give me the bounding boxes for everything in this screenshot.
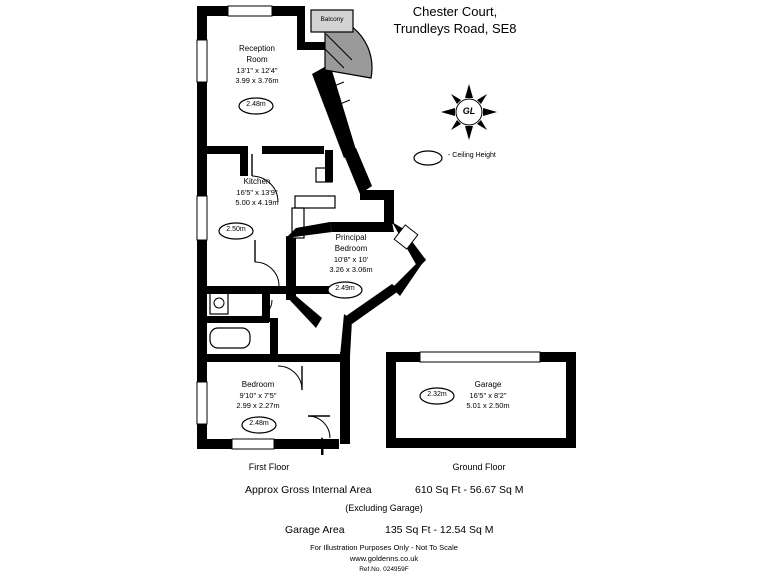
room-label-reception-room: Reception (238, 44, 276, 53)
garage-area-value: 135 Sq Ft - 12.54 Sq M (385, 524, 494, 536)
ceiling-height-bedroom: 2.48m (249, 420, 269, 427)
room-label-bedroom: Bedroom (241, 380, 275, 389)
balcony-label: Balcony (320, 16, 344, 23)
gross-area-label: Approx Gross Internal Area (245, 484, 372, 496)
room-dim-metric-garage: 5.01 x 2.50m (466, 401, 510, 410)
room-dim-metric-kitchen: 5.00 x 4.19m (235, 198, 279, 207)
disclaimer-text: For Illustration Purposes Only - Not To Scale (310, 543, 458, 552)
room-dim-imperial-garage: 16'5" x 8'2" (469, 391, 507, 400)
room-label-principal-bedroom: Principal (335, 233, 367, 242)
floor-label-first: First Floor (248, 462, 290, 472)
room-dim-imperial-bedroom: 9'10" x 7'5" (239, 391, 277, 400)
page-title-line2: Trundleys Road, SE8 (393, 21, 517, 36)
room-label-garage: Garage (474, 380, 502, 389)
garage-area-label: Garage Area (285, 524, 345, 536)
room-dim-imperial-principal-bedroom: 10'8" x 10' (333, 255, 369, 264)
room-dim-imperial-reception-room: 13'1" x 12'4" (236, 66, 278, 75)
gross-area-note: (Excluding Garage) (345, 503, 423, 513)
compass-label: GL (462, 106, 476, 116)
room-label-kitchen: Kitchen (243, 177, 271, 186)
room-label-reception-room-2: Room (246, 55, 268, 64)
room-dim-metric-principal-bedroom: 3.26 x 3.06m (329, 265, 373, 274)
room-dim-imperial-kitchen: 16'5" x 13'9" (236, 188, 278, 197)
room-label-principal-bedroom-2: Bedroom (334, 244, 368, 253)
gross-area-value: 610 Sq Ft - 56.67 Sq M (415, 484, 524, 496)
ceiling-height-kitchen: 2.50m (226, 226, 246, 233)
ceiling-height-reception-room: 2.48m (246, 101, 266, 108)
room-dim-metric-reception-room: 3.99 x 3.76m (235, 76, 279, 85)
website-link[interactable]: www.goldenns.co.uk (349, 554, 419, 563)
reference-number: Ref.No. 024959F (359, 566, 409, 573)
ceiling-height-legend-label: - Ceiling Height (448, 152, 496, 159)
page-title-line1: Chester Court, (412, 4, 498, 19)
ceiling-height-legend-icon (414, 151, 442, 165)
ceiling-height-garage: 2.32m (427, 391, 447, 398)
floor-label-ground: Ground Floor (452, 462, 506, 472)
ceiling-height-principal-bedroom: 2.49m (335, 285, 355, 292)
room-dim-metric-bedroom: 2.99 x 2.27m (236, 401, 280, 410)
